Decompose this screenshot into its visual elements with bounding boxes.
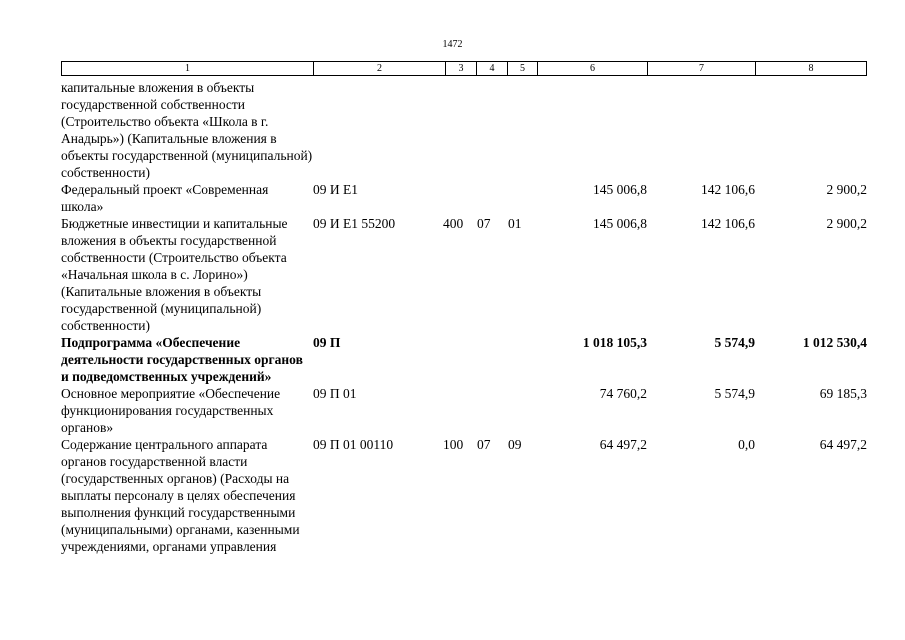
row-col-4: 07 [477,216,491,231]
row-code: 09 И Е1 [313,182,358,197]
row-code: 09 И Е1 55200 [313,216,396,231]
row-value-7: 0,0 [738,437,755,452]
table-row [61,79,867,181]
header-col-2: 2 [314,62,446,75]
row-value-7: 5 574,9 [714,386,755,401]
row-code: 09 П 01 [313,386,357,401]
row-code: 09 П [313,335,341,350]
row-col-5: 01 [508,216,522,231]
header-col-5: 5 [508,62,538,75]
row-value-8: 64 497,2 [819,437,867,452]
table-header-row [61,61,867,76]
table-row [61,385,867,436]
table-row [61,181,867,215]
row-value-6: 1 018 105,3 [582,335,647,350]
row-name: Содержание центрального аппарата органов государственной власти (государственных органов) (Расходы на выплаты персоналу в целях обеспечения выполнения функций государственными (муниципальными) органами, казенными учреждениями, органами управления [61,437,300,554]
row-value-8: 1 012 530,4 [802,335,867,350]
row-col-3: 400 [443,216,464,231]
page-number: 1472 [442,39,463,50]
row-value-7: 5 574,9 [714,335,755,350]
header-col-1: 1 [62,62,314,75]
row-value-6: 64 497,2 [599,437,647,452]
table-body [61,79,867,555]
row-value-8: 2 900,2 [826,182,867,197]
header-col-7: 7 [648,62,756,75]
row-name: капитальные вложения в объекты государственной собственности (Строительство объекта «Школа в г. Анадырь») (Капитальные вложения в объекты государственной (муниципальной) собственности) [61,80,313,180]
row-value-8: 2 900,2 [826,216,867,231]
row-value-8: 69 185,3 [819,386,867,401]
row-value-7: 142 106,6 [701,216,755,231]
header-col-4: 4 [477,62,508,75]
table-row-subprogram [61,334,867,385]
header-col-3: 3 [446,62,477,75]
row-name: Основное мероприятие «Обеспечение функционирования государственных органов» [61,386,281,435]
row-name: Федеральный проект «Современная школа» [61,182,269,214]
row-value-6: 74 760,2 [599,386,647,401]
row-name: Бюджетные инвестиции и капитальные вложения в объекты государственной собственности (Строительство объекта «Начальная школа в с. Лорино») (Капитальные вложения в объекты государственной (муниципальной) собственности) [61,216,288,333]
row-col-4: 07 [477,437,491,452]
row-col-5: 09 [508,437,522,452]
row-value-7: 142 106,6 [701,182,755,197]
row-value-6: 145 006,8 [593,182,647,197]
row-col-3: 100 [443,437,464,452]
row-code: 09 П 01 00110 [313,437,394,452]
row-value-6: 145 006,8 [593,216,647,231]
table-row [61,436,867,555]
header-col-6: 6 [538,62,648,75]
header-col-8: 8 [808,63,814,74]
row-name: Подпрограмма «Обеспечение деятельности государственных органов и подведомственных учреждений» [61,335,303,384]
table-row [61,215,867,334]
